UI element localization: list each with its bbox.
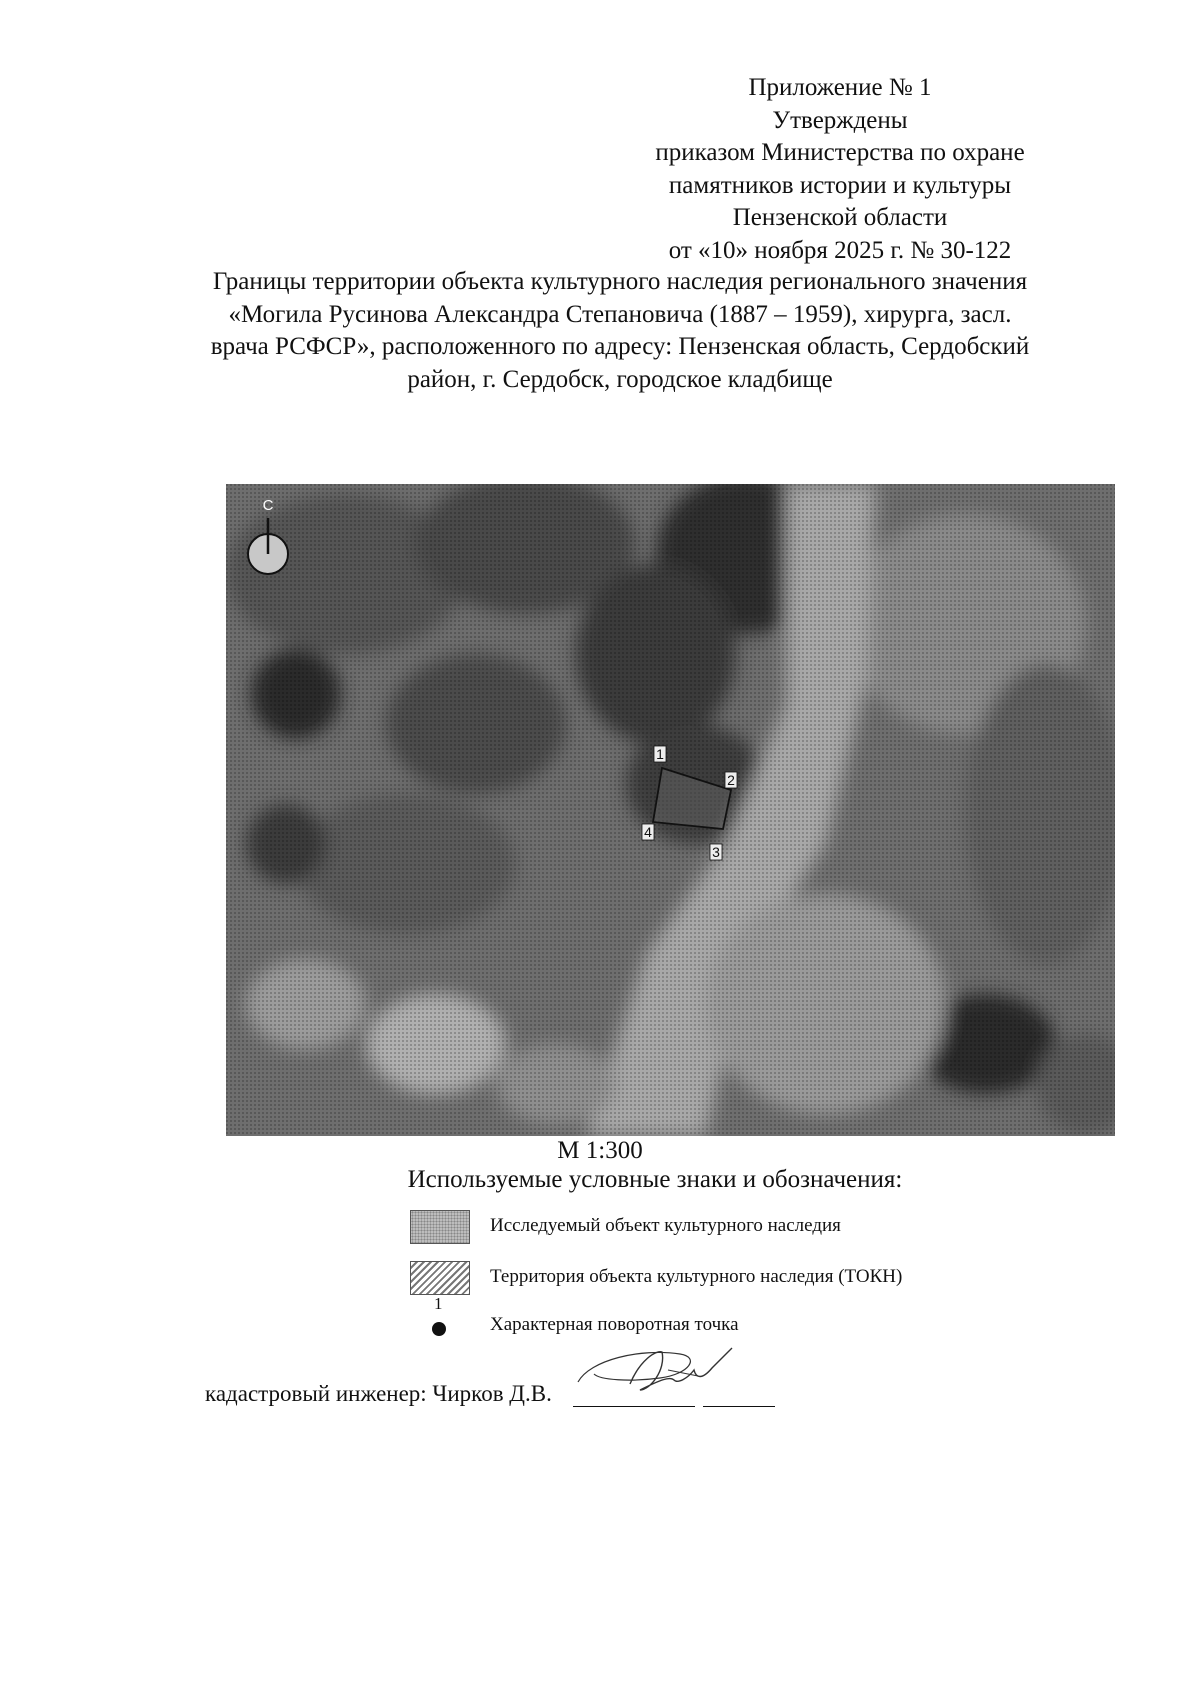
document-title: [140, 266, 1100, 396]
legend-heading: Используемые условные знаки и обозначения:: [407, 1166, 903, 1193]
title-line-3: врача РСФСР», расположенного по адресу: Пензенская область, Сердобский: [210, 333, 1030, 360]
north-label: С: [262, 497, 274, 514]
point-label-4: 4: [644, 824, 652, 840]
legend-swatch-territory: [410, 1261, 470, 1295]
map-image: [226, 484, 1115, 1136]
region-line: Пензенской области: [732, 204, 948, 231]
approved-line: Утверждены: [772, 106, 908, 134]
title-line-2: «Могила Русинова Александра Степановича (1887 – 1959), хирурга, засл.: [228, 300, 1012, 328]
order-date-line: от «10» ноября 2025 г. № 30-122: [668, 236, 1012, 264]
signature-image: [570, 1340, 740, 1404]
approval-block: [640, 72, 1040, 267]
ministry-line: памятников истории и культуры: [668, 171, 1012, 199]
turning-point-icon: [432, 1322, 446, 1336]
point-label-3: 3: [712, 844, 720, 860]
aerial-map: [226, 484, 1115, 1136]
engineer-label: кадастровый инженер: Чирков Д.В.: [205, 1381, 552, 1406]
title-line-1: Границы территории объекта культурного наследия регионального значения: [212, 268, 1028, 295]
point-label-1: 1: [656, 746, 664, 762]
legend-swatch-object: [410, 1210, 470, 1244]
date-line: [703, 1406, 775, 1407]
legend-label-object: Исследуемый объект культурного наследия: [490, 1215, 841, 1236]
map-scale: М 1:300: [557, 1137, 643, 1164]
signature-line: [573, 1406, 695, 1407]
appendix-line: Приложение № 1: [748, 74, 932, 101]
order-line: приказом Министерства по охране: [655, 139, 1025, 166]
legend-label-territory: Территория объекта культурного наследия (ТОКН): [490, 1266, 903, 1287]
title-line-4: район, г. Сердобск, городское кладбище: [407, 365, 833, 393]
point-label-2: 2: [727, 772, 735, 788]
legend-point-number: 1: [434, 1294, 443, 1313]
legend-label-point: Характерная поворотная точка: [490, 1314, 739, 1335]
